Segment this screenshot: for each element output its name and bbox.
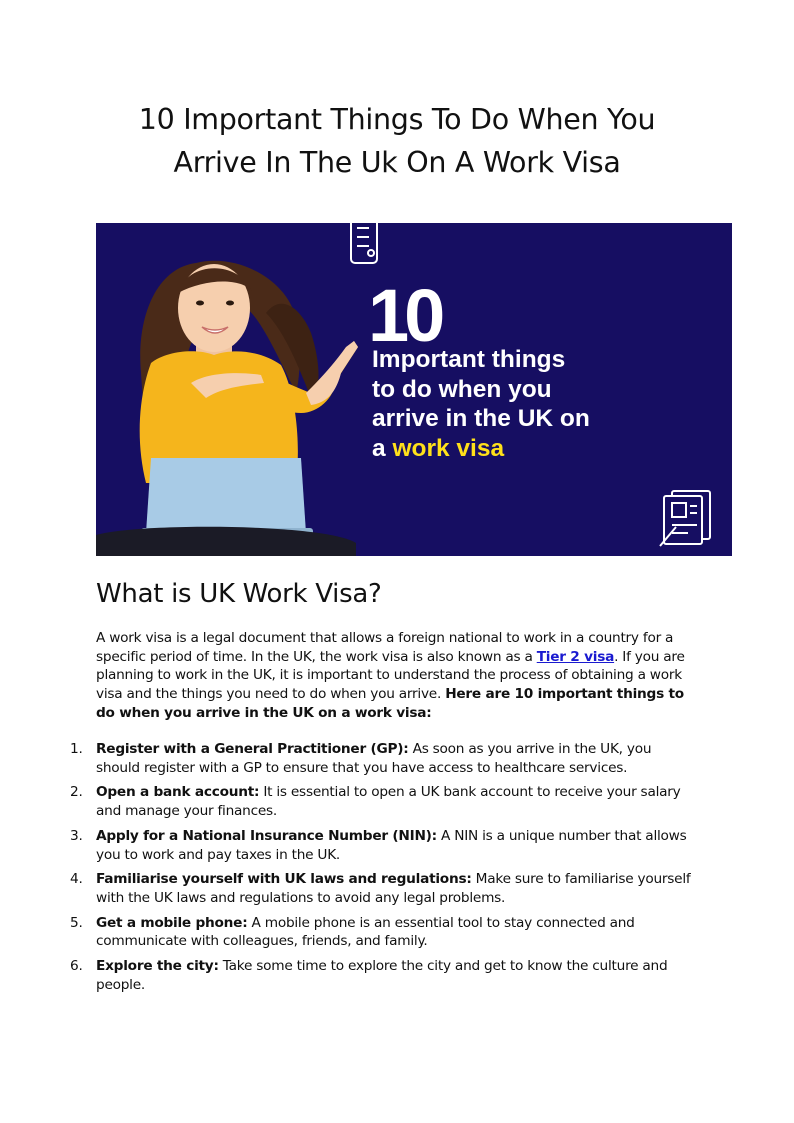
title-line-1: 10 Important Things To Do When You — [138, 103, 656, 136]
list-item-label: Explore the city: — [96, 958, 219, 975]
list-number: 3. — [70, 827, 83, 844]
intro-text-1: A work visa is a legal document that allows a foreign national to work in a country for a specific period of time. In the UK, the work visa is also known as a — [96, 630, 674, 665]
list-number: 2. — [70, 784, 83, 801]
hero-line-4 — [372, 434, 672, 464]
list-number: 1. — [70, 741, 83, 757]
list-item-label: Open a bank account: — [96, 784, 260, 801]
hero-number: 10 — [368, 274, 441, 357]
intro-paragraph — [96, 629, 696, 723]
intro-text-2: . If you are planning to work in the UK, it is important to understand the process of obtaining a work visa and the things you need to do when you arrive. — [96, 648, 685, 703]
list-item-label: Apply for a National Insurance Number (NIN): — [96, 827, 437, 844]
list-item-text: Take some time to explore the city and get to know the culture and people. — [96, 958, 668, 993]
list-item — [70, 870, 696, 907]
list-number: 6. — [70, 958, 83, 975]
list-item-text: As soon as you arrive in the UK, you should register with a GP to ensure that you have access to healthcare services. — [96, 741, 652, 776]
list-item-text: A mobile phone is an essential tool to stay connected and communicate with colleagues, friends, and family. — [96, 914, 635, 950]
list-item-text: A NIN is a unique number that allows you to work and pay taxes in the UK. — [96, 827, 687, 863]
hero-banner — [96, 223, 732, 556]
things-to-do-list — [70, 740, 696, 1000]
list-item-label: Familiarise yourself with UK laws and regulations: — [96, 871, 472, 888]
list-item — [70, 783, 696, 820]
list-item-text: Make sure to familiarise yourself with the UK laws and regulations to avoid any legal problems. — [96, 871, 691, 906]
list-item — [70, 827, 696, 864]
hero-line-3: arrive in the UK on — [372, 405, 590, 432]
document-icon — [660, 491, 710, 546]
hero-line-1: Important things — [372, 346, 566, 373]
hero-highlight: work visa — [392, 434, 505, 462]
checklist-icon — [351, 223, 377, 263]
hero-line-4-prefix: a — [372, 434, 393, 462]
page-title — [60, 98, 734, 184]
tier-2-visa-link[interactable]: Tier 2 visa — [536, 648, 615, 665]
list-item-text: It is essential to open a UK bank account to receive your salary and manage your finances. — [96, 784, 681, 820]
list-item — [70, 957, 696, 994]
laptop — [146, 458, 306, 533]
title-line-2: Arrive In The Uk On A Work Visa — [173, 146, 621, 179]
section-heading: What is UK Work Visa? — [96, 579, 382, 609]
intro-bold-text: Here are 10 important things to do when you arrive in the UK on a work visa: — [96, 686, 684, 721]
hero-line-2: to do when you — [372, 375, 552, 403]
hero-headline — [372, 345, 672, 463]
list-number: 5. — [70, 914, 83, 931]
list-item-label: Register with a General Practitioner (GP): — [96, 741, 409, 757]
list-item — [70, 914, 696, 951]
list-item-label: Get a mobile phone: — [96, 914, 248, 931]
list-item — [70, 740, 696, 777]
list-number: 4. — [70, 871, 83, 888]
